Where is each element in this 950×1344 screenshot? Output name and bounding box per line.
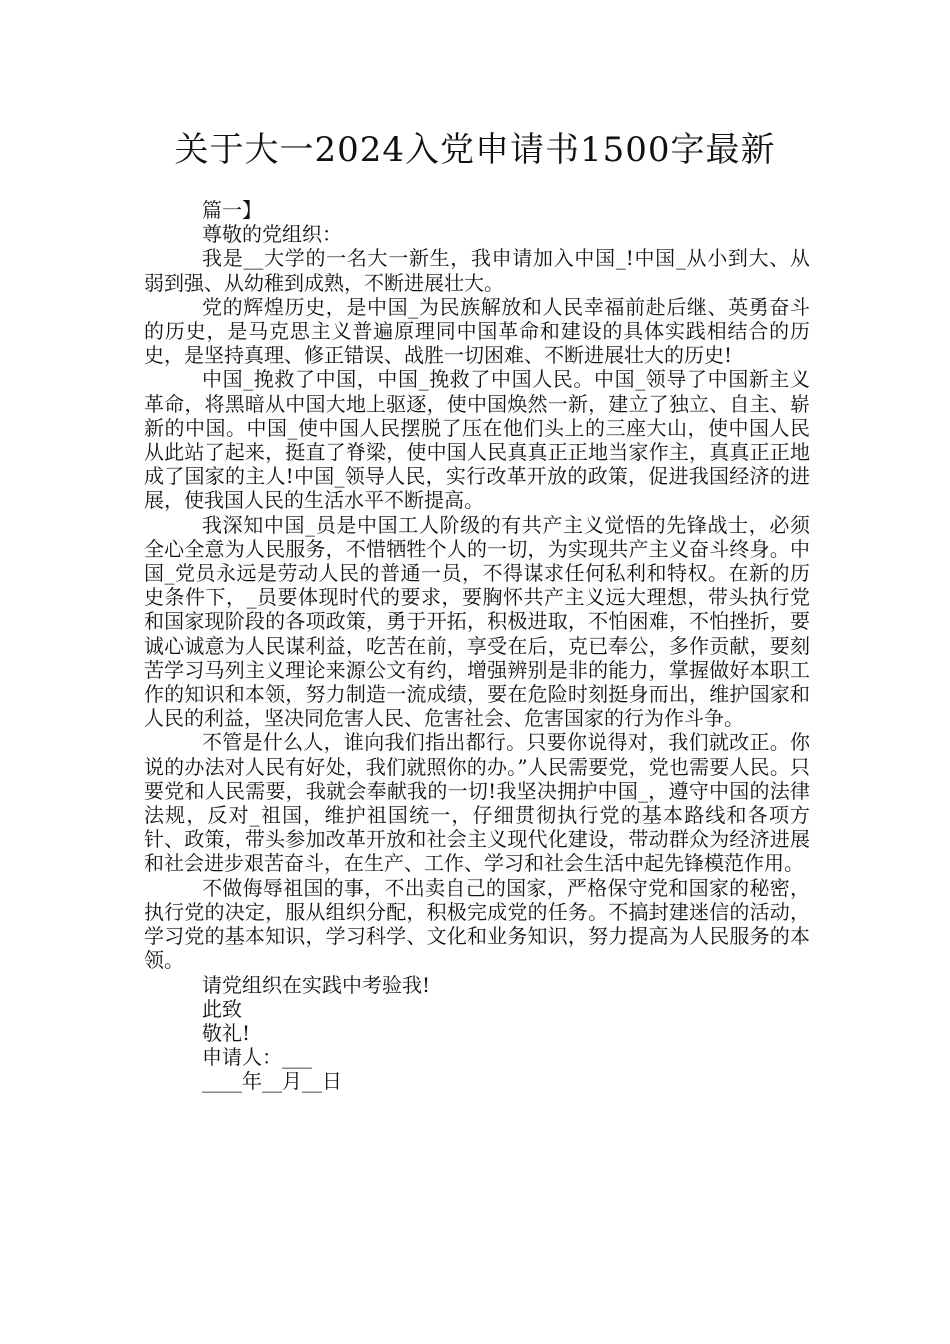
closing-line-1: 此致 <box>202 996 242 1021</box>
applicant-line: 申请人：___ <box>202 1045 312 1070</box>
date-line: ____年__月__日 <box>202 1069 342 1094</box>
salutation: 尊敬的党组织： <box>202 222 342 247</box>
section-heading: 篇一】 <box>202 198 262 222</box>
paragraph: 不做侮辱祖国的事，不出卖自己的国家，严格保守党和国家的秘密，执行党的决定，服从组织分配，积极完成党的任务。不搞封建迷信的活动，学习党的基本知识，学习科学、文化和业务知识，努力提高为人民服务的本领。 <box>144 875 810 973</box>
paragraph: 党的辉煌历史，是中国_为民族解放和人民幸福前赴后继、英勇奋斗的历史，是马克思主义普遍原理同中国革命和建设的具体实践相结合的历史，是坚持真理、修正错误、战胜一切困难、不断进展壮大的历史! <box>144 294 810 368</box>
paragraph: 我深知中国_员是中国工人阶级的有共产主义觉悟的先锋战士，必须全心全意为人民服务，不惜牺牲个人的一切，为实现共产主义奋斗终身。中国_党员永远是劳动人民的普通一员，不得谋求任何私利和特权。在新的历史条件下，_员要体现时代的要求，要胸怀共产主义远大理想，带头执行党和国家现阶段的各项政策，勇于开拓，积极进取，不怕困难，不怕挫折，要诚心诚意为人民谋利益，吃苦在前，享受在后，克已奉公，多作贡献，要刻苦学习马列主义理论来源公文有约，增强辨别是非的能力，掌握做好本职工作的知识和本领，努力制造一流成绩，要在危险时刻挺身而出，维护国家和人民的利益，坚决同危害人民、危害社会、危害国家的行为作斗争。 <box>144 512 810 731</box>
paragraph: 不管是什么人，谁向我们指出都行。只要你说得对，我们就改正。你说的办法对人民有好处，我们就照你的办。”人民需要党，党也需要人民。只要党和人民需要，我就会奉献我的一切!我坚决拥护中国_，遵守中国的法律法规，反对_祖国，维护祖国统一，仔细贯彻执行党的基本路线和各项方针、政策，带头参加改革开放和社会主义现代化建设，带动群众为经济进展和社会进步艰苦奋斗，在生产、工作、学习和社会生活中起先锋模范作用。 <box>144 730 810 876</box>
paragraph: 我是__大学的一名大一新生，我申请加入中国_!中国_从小到大、从弱到强、从幼稚到成熟，不断进展壮大。 <box>144 246 810 295</box>
closing-line-2: 敬礼! <box>202 1020 251 1045</box>
closing-request: 请党组织在实践中考验我! <box>202 972 431 997</box>
document-body <box>144 198 810 1094</box>
paragraph: 中国_挽救了中国，中国_挽救了中国人民。中国_领导了中国新主义革命，将黑暗从中国大地上驱逐，使中国焕然一新，建立了独立、自主、崭新的中国。中国_使中国人民摆脱了压在他们头上的三座大山，使中国人民从此站了起来，挺直了脊梁，使中国人民真真正正地当家作主，真真正正地成了国家的主人!中国_领导人民，实行改革开放的政策，促进我国经济的进展，使我国人民的生活水平不断提高。 <box>144 367 810 513</box>
document-title: 关于大一2024入党申请书1500字最新 <box>174 130 776 170</box>
